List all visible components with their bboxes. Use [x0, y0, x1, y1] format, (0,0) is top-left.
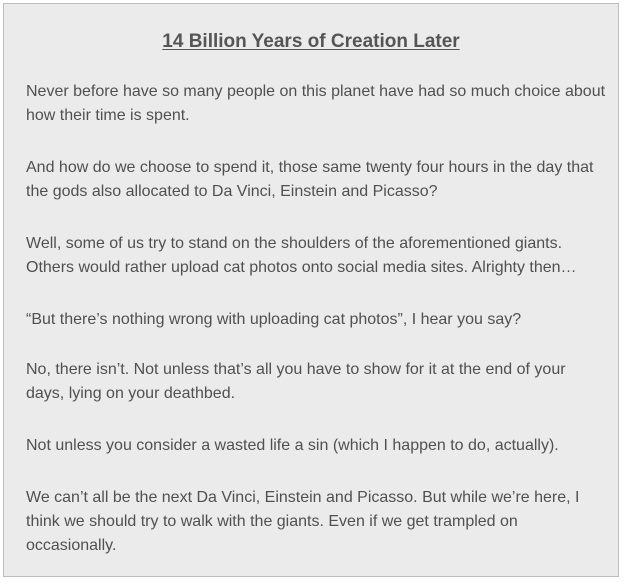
article-paragraph: Well, some of us try to stand on the shoulders of the aforementioned giants. Others would rather upload cat photos onto social media sites. Alrighty then…: [26, 235, 577, 276]
article-paragraph: “But there’s nothing wrong with uploading cat photos”, I hear you say?: [26, 311, 522, 328]
article-paragraph: No, there isn’t. Not unless that’s all you have to show for it at the end of your days, lying on your deathbed.: [26, 361, 566, 402]
article-title: 14 Billion Years of Creation Later: [162, 31, 460, 52]
article-paragraph: And how do we choose to spend it, those same twenty four hours in the day that the gods also allocated to Da Vinci, Einstein and Picasso?: [26, 159, 594, 200]
article-card: [3, 3, 619, 577]
article-paragraph: Not unless you consider a wasted life a sin (which I happen to do, actually).: [26, 437, 559, 454]
article-paragraph: Never before have so many people on this planet have had so much choice about how their time is spent.: [26, 83, 606, 124]
article-paragraph: We can’t all be the next Da Vinci, Einstein and Picasso. But while we’re here, I think we should try to walk with the giants. Even if we get trampled on occasionally.: [26, 489, 580, 554]
